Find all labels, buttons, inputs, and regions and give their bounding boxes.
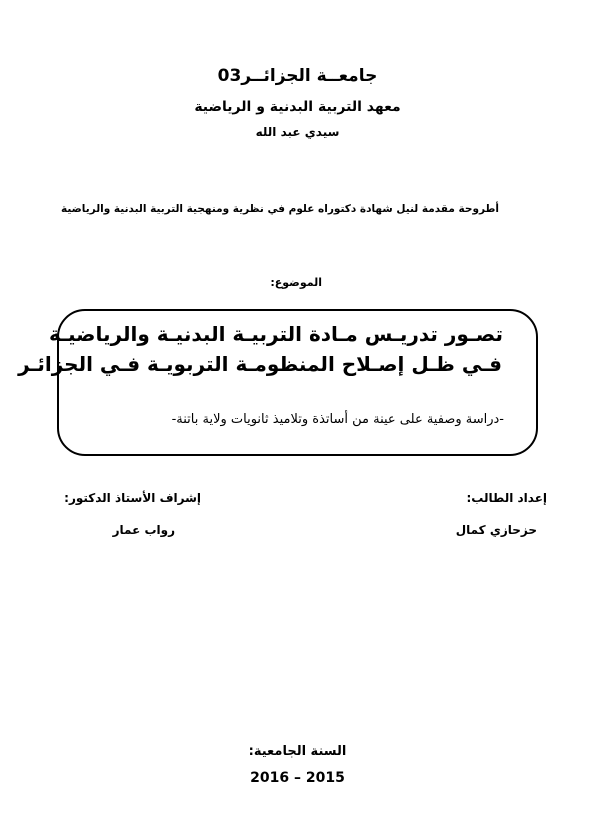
supervisor-name: رواب عمار bbox=[112, 523, 175, 537]
university-name: جامعــة الجزائــر03 bbox=[217, 66, 378, 86]
student-label: إعداد الطالب: bbox=[466, 491, 547, 505]
thesis-subtitle: -دراسة وصفية على عينة من أساتذة وتلاميذ ثانويات ولاية باتنة- bbox=[171, 412, 504, 427]
student-name: حزحازي كمال bbox=[455, 523, 537, 537]
thesis-title-line-1: تصـور تدريـس مـادة التربيـة البدنيـة والرياضيـة bbox=[49, 322, 503, 346]
academic-year-value: 2016 – 2015 bbox=[250, 770, 345, 786]
thesis-title-line-2: فـي ظـل إصـلاح المنظومـة التربويـة فـي الجزائـر bbox=[18, 352, 502, 376]
city-name: سيدي عبد الله bbox=[255, 125, 340, 139]
supervisor-label: إشراف الأستاذ الدكتور: bbox=[64, 491, 201, 505]
institute-name: معهد التربية البدنية و الرياضية bbox=[194, 99, 401, 115]
thesis-statement: أطروحة مقدمة لنيل شهادة دكتوراه علوم في نظرية ومنهجية التربية البدنية والرياضية bbox=[60, 203, 499, 215]
academic-year-label: السنة الجامعية: bbox=[248, 744, 347, 759]
subject-label: الموضوع: bbox=[270, 276, 322, 289]
